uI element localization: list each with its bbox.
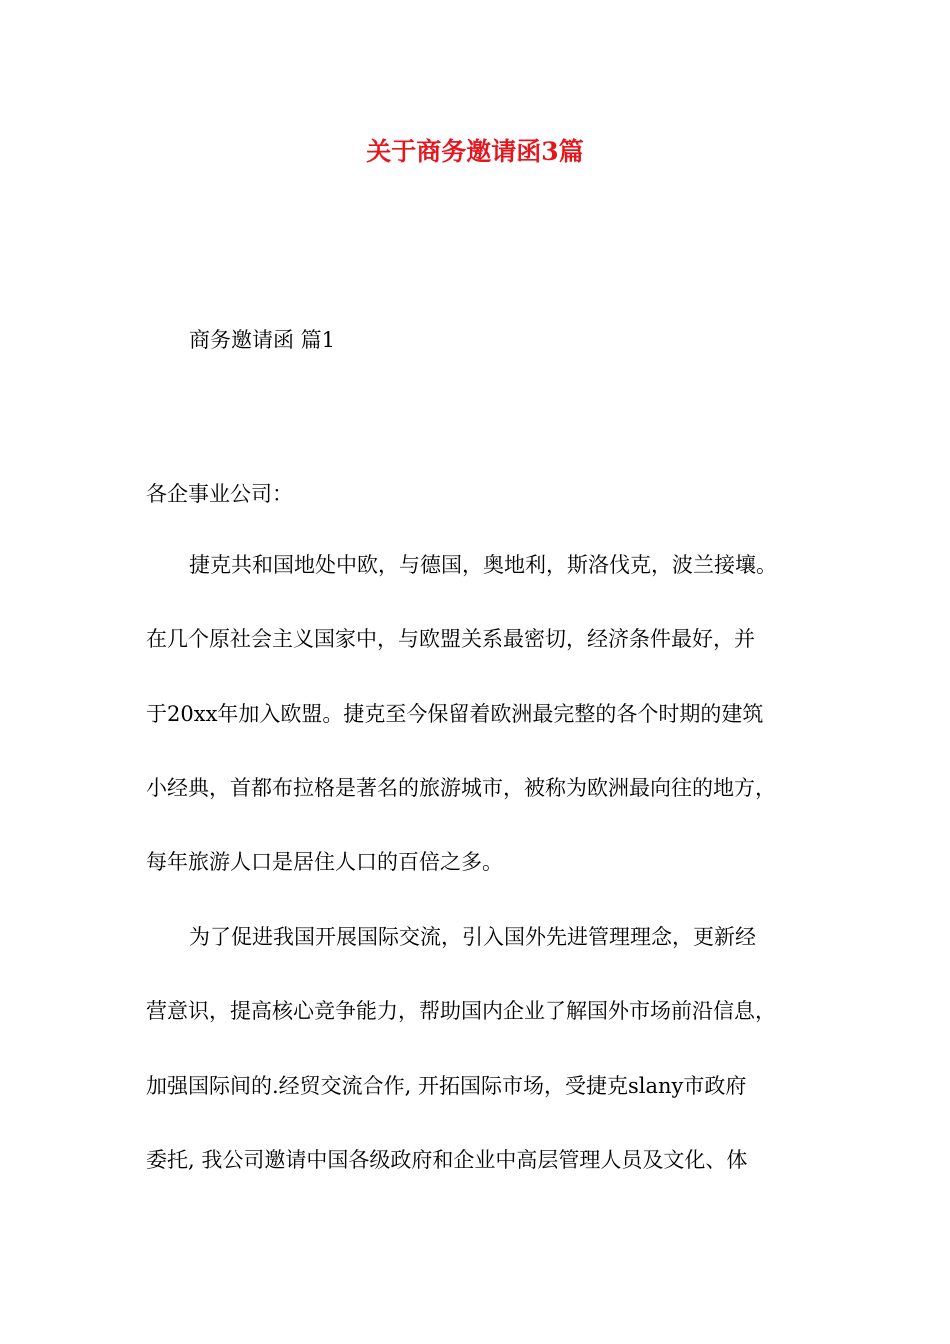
paragraph-line: 加强国际间的.经贸交流合作, 开拓国际市场，受捷克slany市政府: [146, 1074, 747, 1098]
paragraph-line: 捷克共和国地处中欧，与德国，奥地利，斯洛伐克，波兰接壤。: [189, 553, 777, 577]
paragraph-line: 为了促进我国开展国际交流，引入国外先进管理理念，更新经: [189, 925, 756, 949]
paragraph-line: 委托, 我公司邀请中国各级政府和企业中高层管理人员及文化、体: [146, 1148, 748, 1172]
paragraph-line: 小经典，首都布拉格是著名的旅游城市，被称为欧洲最向往的地方，: [146, 776, 776, 800]
paragraph-line: 于20xx年加入欧盟。捷克至今保留着欧洲最完整的各个时期的建筑: [146, 702, 764, 726]
paragraph-line: 每年旅游人口是居住人口的百倍之多。: [146, 850, 503, 874]
document-title: 关于商务邀请函3篇: [366, 137, 584, 166]
paragraph-line: 在几个原社会主义国家中，与欧盟关系最密切，经济条件最好，并: [146, 627, 755, 651]
paragraph-line: 营意识，提高核心竞争能力，帮助国内企业了解国外市场前沿信息，: [146, 999, 776, 1023]
salutation: 各企事业公司：: [146, 482, 293, 506]
section-heading: 商务邀请函 篇1: [189, 328, 336, 352]
